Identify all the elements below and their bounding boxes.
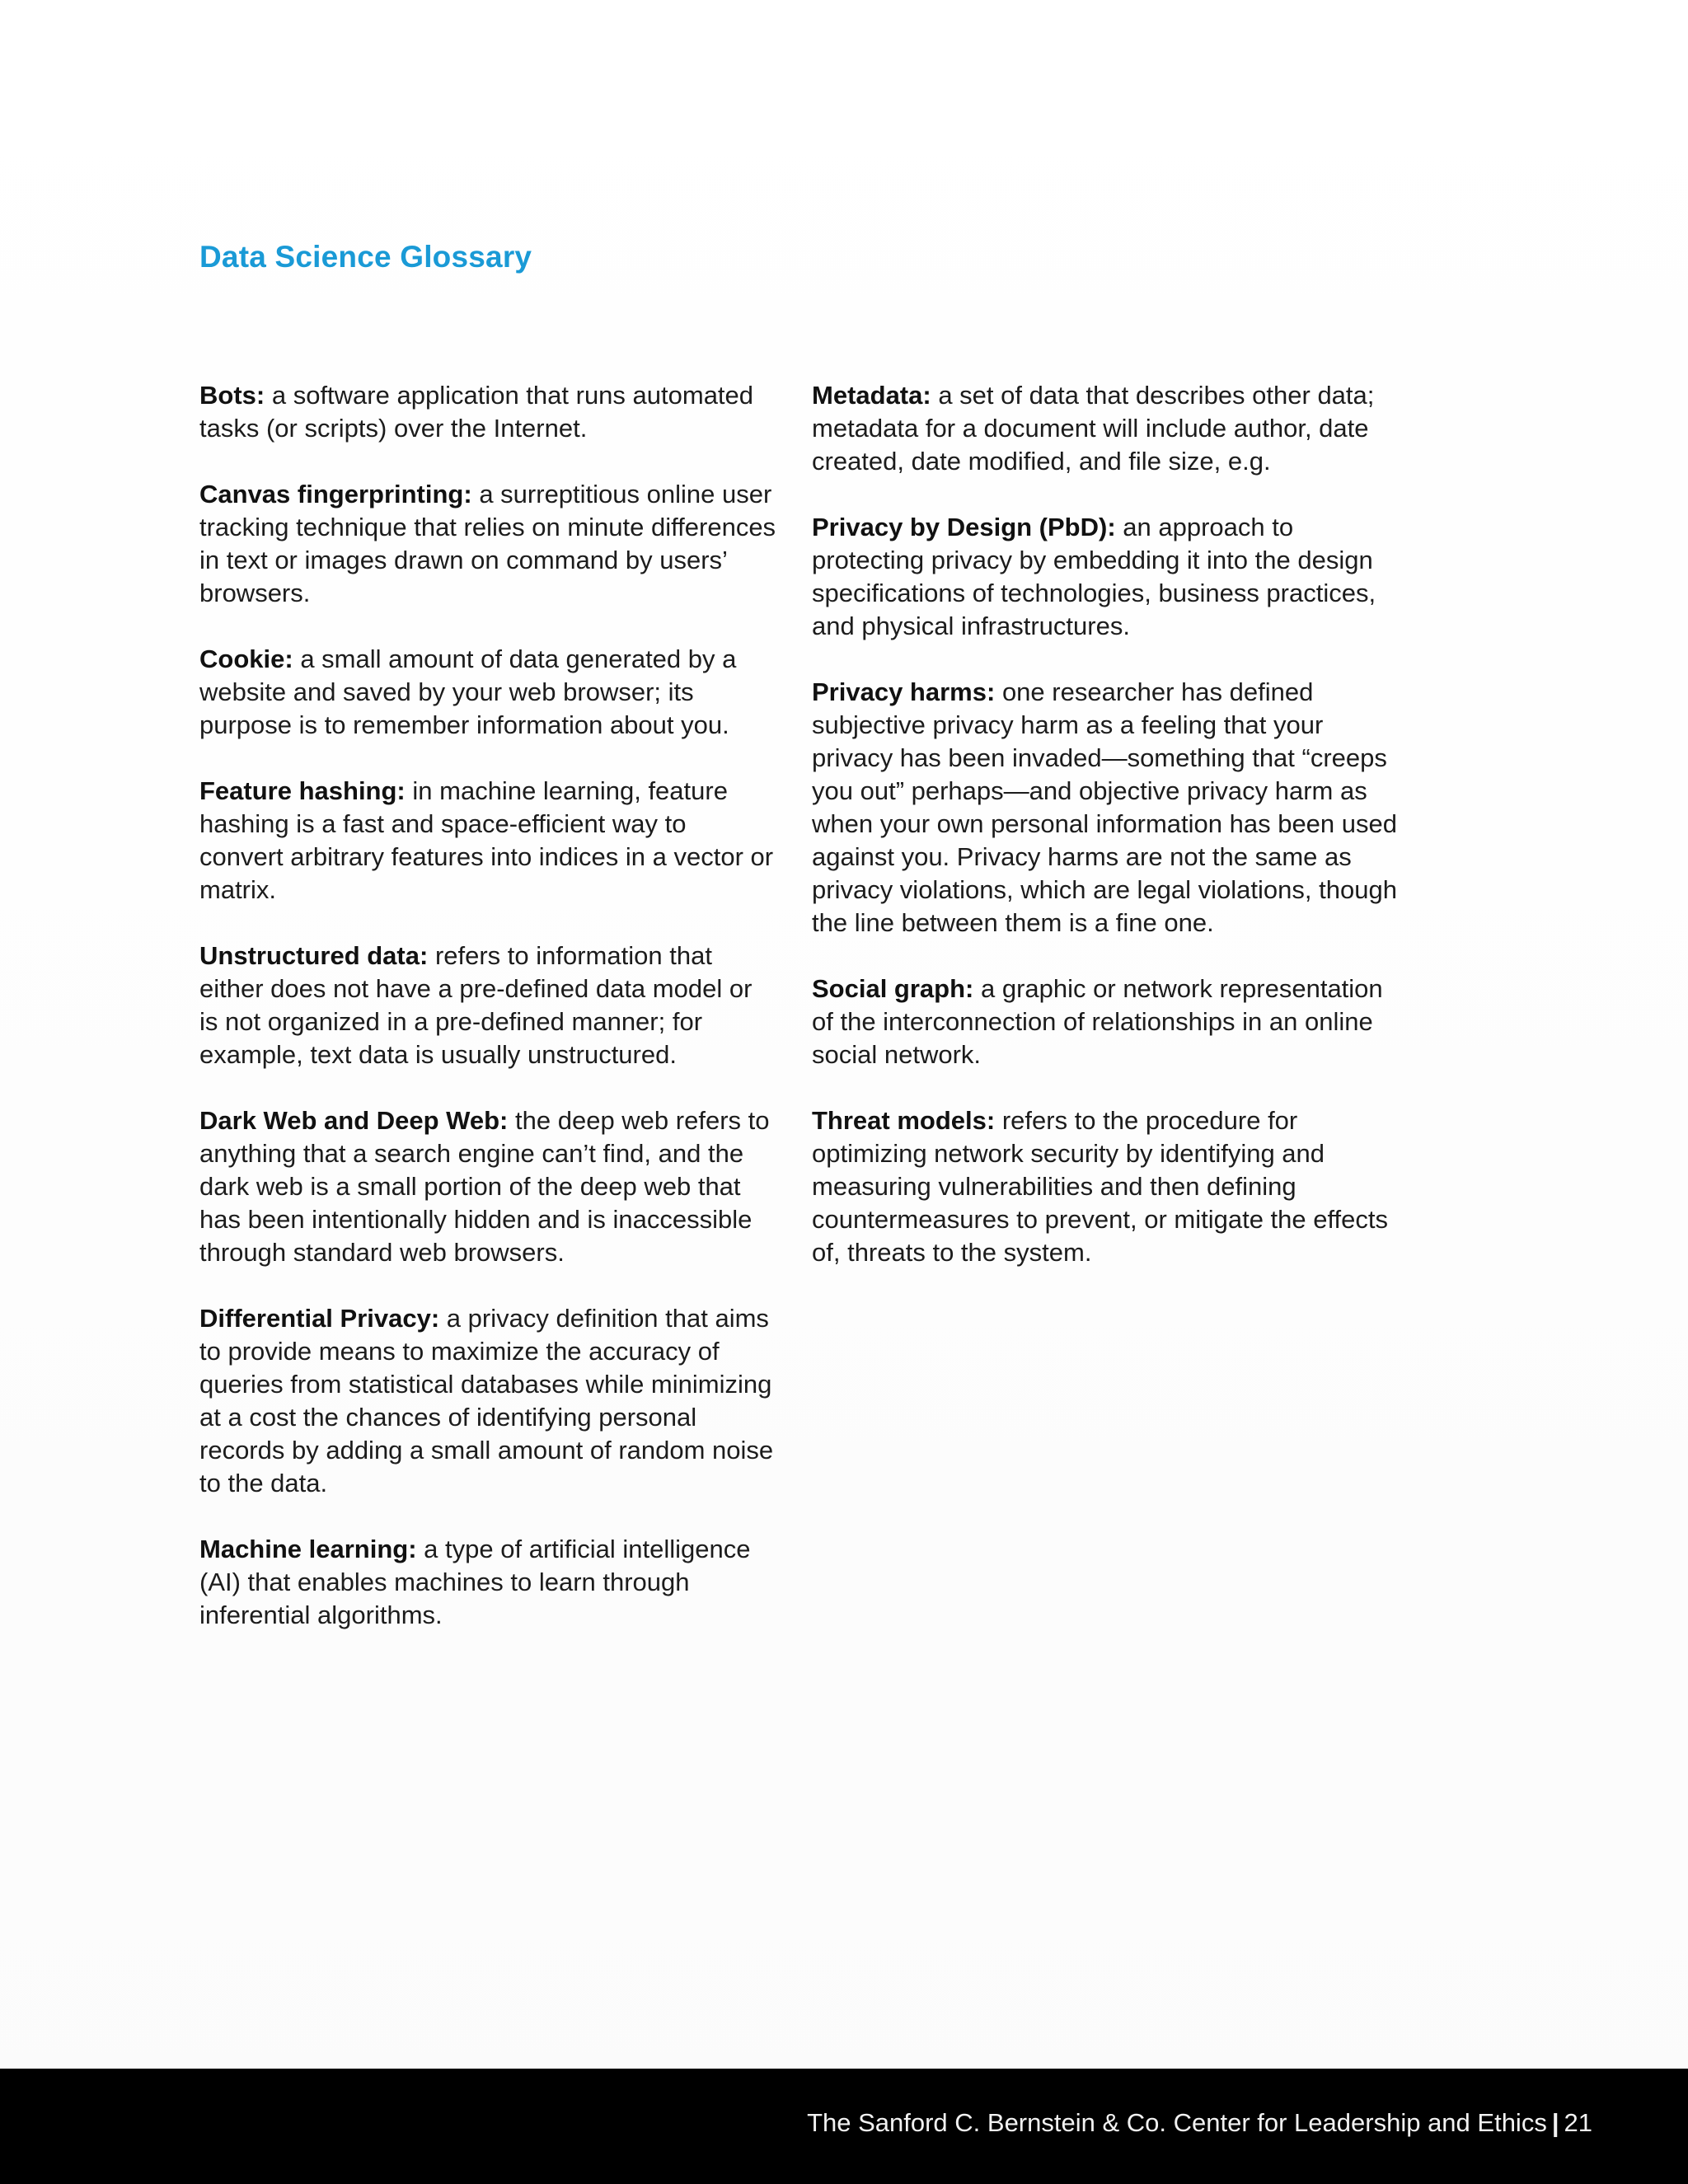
glossary-term: Privacy by Design (PbD): <box>812 513 1116 541</box>
glossary-entry-feature-hashing <box>199 775 776 907</box>
glossary-term: Cookie: <box>199 644 293 673</box>
glossary-term: Differential Privacy: <box>199 1304 440 1333</box>
glossary-definition: a graphic or network representation of the interconnection of relationships in an online social network. <box>812 974 1383 1069</box>
glossary-term: Social graph: <box>812 974 974 1003</box>
glossary-entry-dark-web <box>199 1104 776 1269</box>
glossary-term: Canvas fingerprinting: <box>199 480 472 509</box>
page-number: 21 <box>1564 2108 1592 2137</box>
glossary-term: Threat models: <box>812 1106 996 1135</box>
glossary-definition: one researcher has defined subjective privacy harm as a feeling that your privacy has been invaded—something that “creeps you out” perhaps—and objective privacy harm as when your own personal information has been used against you. Privacy harms are not the same as privacy violations, which are legal violations, though the line between them is a fine one. <box>812 677 1398 937</box>
glossary-term: Privacy harms: <box>812 677 996 706</box>
glossary-definition: a type of artificial intelligence (AI) that enables machines to learn through inferential algorithms. <box>199 1535 751 1629</box>
glossary-definition: a set of data that describes other data; metadata for a document will include author, date created, date modified, and file size, e.g. <box>812 381 1375 476</box>
glossary-definition: a surreptitious online user tracking technique that relies on minute differences in text or images drawn on command by users’ browsers. <box>199 480 776 607</box>
glossary-entry-metadata <box>812 379 1405 478</box>
glossary-definition: an approach to protecting privacy by embedding it into the design specifications of technologies, business practices, and physical infrastructures. <box>812 513 1376 640</box>
glossary-definition: a software application that runs automated tasks (or scripts) over the Internet. <box>199 381 754 443</box>
glossary-term: Metadata: <box>812 381 931 410</box>
glossary-entry-bots <box>199 379 776 445</box>
page-title: Data Science Glossary <box>199 240 532 274</box>
footer-line <box>807 2108 1592 2138</box>
footer-organization: The Sanford C. Bernstein & Co. Center for Leadership and Ethics <box>807 2108 1547 2137</box>
glossary-entry-social-graph <box>812 972 1405 1071</box>
glossary-right-column <box>812 379 1405 1302</box>
glossary-entry-cookie <box>199 643 776 742</box>
glossary-term: Machine learning: <box>199 1535 417 1563</box>
glossary-term: Dark Web and Deep Web: <box>199 1106 509 1135</box>
glossary-entry-canvas-fingerprinting <box>199 478 776 610</box>
glossary-entry-privacy-harms <box>812 676 1405 940</box>
glossary-definition: in machine learning, feature hashing is a fast and space-efficient way to convert arbitrary features into indices in a vector or matrix. <box>199 776 774 904</box>
glossary-entry-machine-learning <box>199 1533 776 1632</box>
glossary-definition: a small amount of data generated by a website and saved by your web browser; its purpose is to remember information about you. <box>199 644 737 739</box>
glossary-entry-unstructured-data <box>199 940 776 1071</box>
glossary-definition: refers to the procedure for optimizing network security by identifying and measuring vulnerabilities and then defining countermeasures to prevent, or mitigate the effects of, threats to the system. <box>812 1106 1389 1267</box>
glossary-entry-privacy-by-design <box>812 511 1405 643</box>
glossary-left-column <box>199 379 776 1665</box>
footer-separator: | <box>1551 2108 1559 2137</box>
glossary-entry-threat-models <box>812 1104 1405 1269</box>
glossary-entry-differential-privacy <box>199 1302 776 1500</box>
glossary-definition: refers to information that either does not have a pre-defined data model or is not organized in a pre-defined manner; for example, text data is usually unstructured. <box>199 941 753 1069</box>
glossary-term: Feature hashing: <box>199 776 406 805</box>
glossary-definition: the deep web refers to anything that a search engine can’t find, and the dark web is a small portion of the deep web that has been intentionally hidden and is inaccessible through standard web browsers. <box>199 1106 770 1267</box>
glossary-term: Bots: <box>199 381 265 410</box>
glossary-term: Unstructured data: <box>199 941 429 970</box>
page-footer <box>0 2069 1688 2184</box>
glossary-definition: a privacy definition that aims to provide means to maximize the accuracy of queries from statistical databases while minimizing at a cost the chances of identifying personal records by adding a small amount of random noise to the data. <box>199 1304 774 1497</box>
